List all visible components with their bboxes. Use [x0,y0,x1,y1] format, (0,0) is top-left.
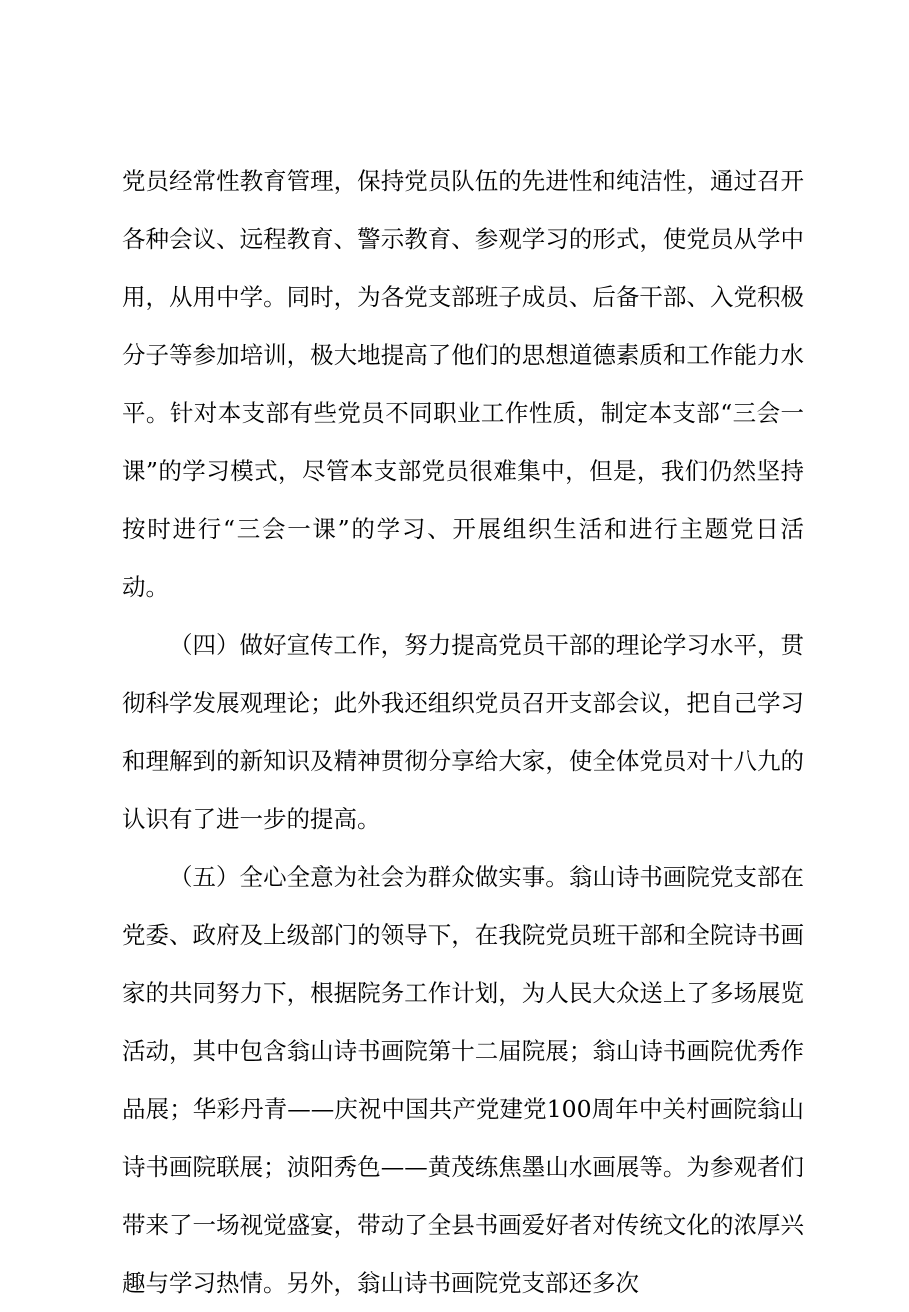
document-page [122,152,804,1312]
paragraph-continued: 党员经常性教育管理，保持党员队伍的先进性和纯洁性，通过召开各种会议、远程教育、警示教育、参观学习的形式，使党员从学中用，从用中学。同时，为各党支部班子成员、后备干部、入党积极分子等参加培训，极大地提高了他们的思想道德素质和工作能力水平。针对本支部有些党员不同职业工作性质，制定本支部“三会一课”的学习模式，尽管本支部党员很难集中，但是，我们仍然坚持按时进行“三会一课”的学习、开展组织生活和进行主题党日活动。 [122,167,804,601]
paragraph-section-four: （四）做好宣传工作，努力提高党员干部的理论学习水平，贯彻科学发展观理论；此外我还组织党员召开支部会议，把自己学习和理解到的新知识及精神贯彻分享给大家，使全体党员对十八九的认识有了进一步的提高。 [122,631,804,833]
paragraph-section-five: （五）全心全意为社会为群众做实事。翁山诗书画院党支部在党委、政府及上级部门的领导下，在我院党员班干部和全院诗书画家的共同努力下，根据院务工作计划，为人民大众送上了多场展览活动，其中包含翁山诗书画院第十二届院展；翁山诗书画院优秀作品展；华彩丹青——庆祝中国共产党建党100周年中关村画院翁山诗书画院联展；浈阳秀色——黄茂练焦墨山水画展等。为参观者们带来了一场视觉盛宴，带动了全县书画爱好者对传统文化的浓厚兴趣与学习热情。另外，翁山诗书画院党支部还多次 [122,863,804,1297]
